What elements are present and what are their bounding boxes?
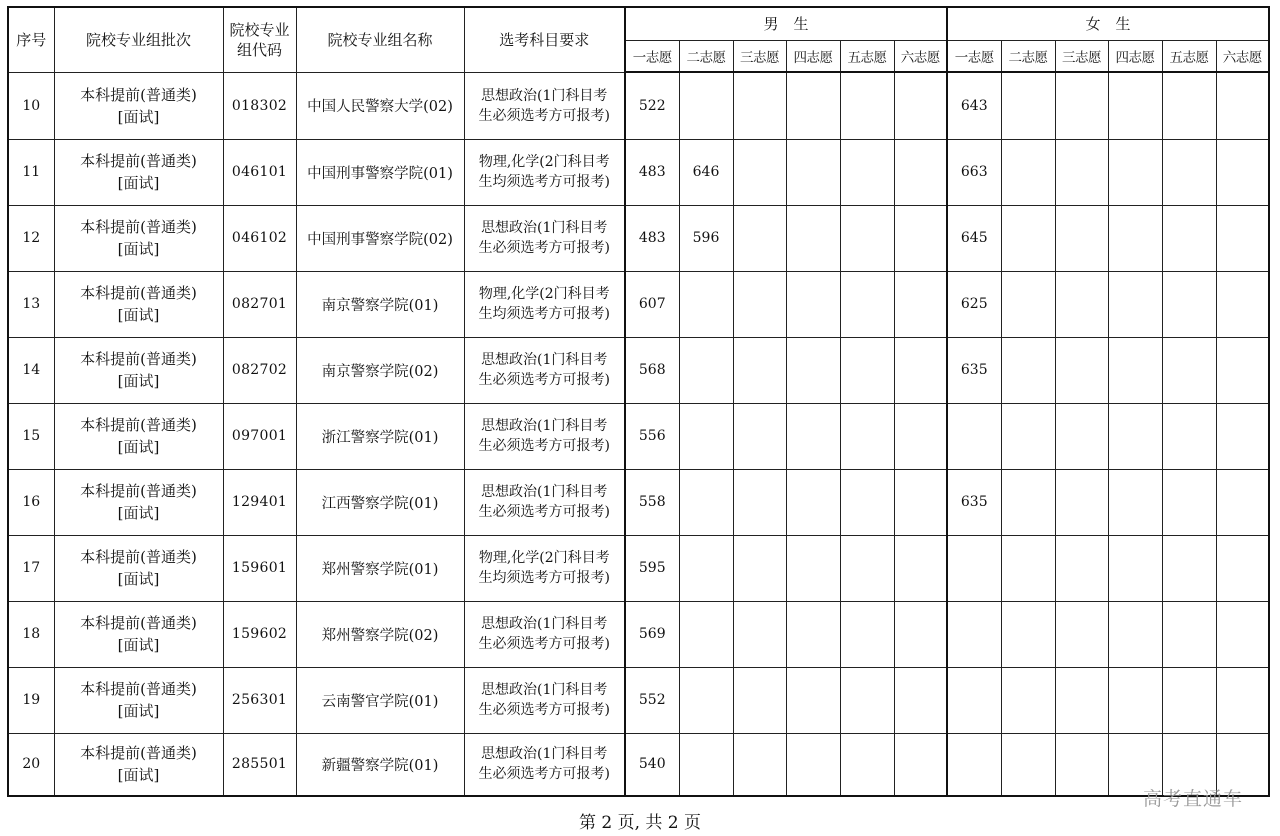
female-score-choice-6 [1216, 667, 1269, 733]
male-score-choice-5 [840, 205, 894, 271]
male-score-choice-5 [840, 72, 894, 139]
female-score-choice-4 [1108, 205, 1162, 271]
female-score-choice-2 [1001, 535, 1055, 601]
female-score-choice-4 [1108, 72, 1162, 139]
female-score-choice-5 [1162, 72, 1216, 139]
male-choice-header-3: 三志愿 [733, 40, 786, 72]
male-score-choice-5 [840, 337, 894, 403]
row-seq: 17 [8, 535, 54, 601]
female-score-choice-3 [1055, 205, 1108, 271]
female-score-choice-4 [1108, 139, 1162, 205]
female-score-choice-2 [1001, 139, 1055, 205]
male-score-choice-2 [679, 535, 733, 601]
female-score-choice-2 [1001, 337, 1055, 403]
male-score-choice-5 [840, 667, 894, 733]
male-score-choice-6 [894, 601, 947, 667]
header-req: 选考科目要求 [464, 7, 625, 72]
male-score-choice-4 [786, 139, 840, 205]
header-name: 院校专业组名称 [296, 7, 464, 72]
male-score-choice-1: 568 [625, 337, 679, 403]
table-row [8, 139, 1269, 205]
row-requirement-line2: 生必须选考方可报考) [478, 107, 610, 124]
female-score-choice-2 [1001, 733, 1055, 796]
row-seq: 16 [8, 469, 54, 535]
row-subject-requirement [464, 139, 625, 205]
row-requirement-line2: 生必须选考方可报考) [478, 504, 610, 520]
row-group-name: 中国人民警察大学(02) [296, 72, 464, 139]
female-score-choice-1: 645 [947, 205, 1001, 271]
female-score-choice-4 [1108, 271, 1162, 337]
row-group-code: 097001 [223, 403, 296, 469]
male-score-choice-4 [786, 667, 840, 733]
female-score-choice-2 [1001, 469, 1055, 535]
female-score-choice-2 [1001, 205, 1055, 271]
male-score-choice-4 [786, 403, 840, 469]
male-score-choice-1: 483 [625, 139, 679, 205]
female-score-choice-1: 643 [947, 72, 1001, 139]
female-score-choice-1: 625 [947, 271, 1001, 337]
male-score-choice-4 [786, 72, 840, 139]
row-batch [54, 271, 223, 337]
female-score-choice-5 [1162, 535, 1216, 601]
male-score-choice-1: 595 [625, 535, 679, 601]
female-score-choice-4 [1108, 337, 1162, 403]
row-batch-type: 本科提前(普通类) [80, 416, 197, 434]
male-score-choice-4 [786, 337, 840, 403]
row-batch-type: 本科提前(普通类) [80, 85, 197, 104]
row-seq: 14 [8, 337, 54, 403]
row-requirement-line1: 思想政治(1门科目考 [481, 484, 608, 500]
row-requirement-line1: 物理,化学(2门科目考 [478, 286, 610, 302]
male-score-choice-2 [679, 733, 733, 796]
row-subject-requirement [464, 205, 625, 271]
female-score-choice-1: 635 [947, 337, 1001, 403]
female-score-choice-5 [1162, 469, 1216, 535]
row-batch [54, 139, 223, 205]
table-row [8, 271, 1269, 337]
row-batch [54, 733, 223, 796]
female-score-choice-2 [1001, 667, 1055, 733]
admission-score-table [7, 6, 1270, 797]
male-score-choice-4 [786, 271, 840, 337]
row-seq: 20 [8, 733, 54, 796]
female-score-choice-5 [1162, 601, 1216, 667]
table-row [8, 72, 1269, 139]
row-group-name: 郑州警察学院(02) [296, 601, 464, 667]
row-group-name: 新疆警察学院(01) [296, 733, 464, 796]
row-batch-note: [面试] [117, 240, 160, 258]
male-score-choice-6 [894, 403, 947, 469]
row-group-code: 256301 [223, 667, 296, 733]
row-batch-note: [面试] [117, 636, 160, 654]
row-batch-note: [面试] [117, 504, 160, 522]
female-score-choice-3 [1055, 667, 1108, 733]
male-score-choice-3 [733, 271, 786, 337]
row-subject-requirement [464, 403, 625, 469]
male-score-choice-1: 556 [625, 403, 679, 469]
male-score-choice-6 [894, 667, 947, 733]
male-score-choice-5 [840, 535, 894, 601]
row-batch-type: 本科提前(普通类) [80, 744, 197, 763]
table-row [8, 667, 1269, 733]
row-seq: 15 [8, 403, 54, 469]
male-score-choice-1: 558 [625, 469, 679, 535]
female-score-choice-5 [1162, 139, 1216, 205]
row-requirement-line1: 思想政治(1门科目考 [481, 418, 608, 434]
header-code-line2: 组代码 [236, 40, 282, 59]
male-score-choice-3 [733, 337, 786, 403]
row-requirement-line2: 生必须选考方可报考) [478, 372, 610, 388]
male-score-choice-1: 522 [625, 72, 679, 139]
row-group-name: 南京警察学院(01) [296, 271, 464, 337]
header-male: 男 生 [625, 7, 947, 40]
female-score-choice-4 [1108, 403, 1162, 469]
female-score-choice-5 [1162, 205, 1216, 271]
table-row [8, 535, 1269, 601]
male-score-choice-3 [733, 72, 786, 139]
female-score-choice-3 [1055, 469, 1108, 535]
male-score-choice-5 [840, 733, 894, 796]
male-score-choice-3 [733, 667, 786, 733]
row-group-code: 046102 [223, 205, 296, 271]
row-group-name: 云南警官学院(01) [296, 667, 464, 733]
male-score-choice-1: 569 [625, 601, 679, 667]
row-subject-requirement [464, 535, 625, 601]
female-score-choice-6 [1216, 601, 1269, 667]
table-row [8, 733, 1269, 796]
male-score-choice-5 [840, 271, 894, 337]
row-batch-note: [面试] [117, 766, 160, 785]
row-requirement-line1: 物理,化学(2门科目考 [478, 154, 610, 170]
row-subject-requirement [464, 337, 625, 403]
female-score-choice-4 [1108, 535, 1162, 601]
row-requirement-line1: 思想政治(1门科目考 [481, 682, 608, 698]
female-score-choice-4 [1108, 601, 1162, 667]
table-row [8, 469, 1269, 535]
row-batch-note: [面试] [117, 306, 160, 324]
female-score-choice-6 [1216, 205, 1269, 271]
table-row [8, 337, 1269, 403]
row-batch-type: 本科提前(普通类) [80, 350, 197, 368]
row-batch-type: 本科提前(普通类) [80, 482, 197, 500]
header-code [223, 7, 296, 72]
row-requirement-line1: 思想政治(1门科目考 [481, 746, 608, 763]
row-batch-note: [面试] [117, 372, 160, 390]
row-group-name: 浙江警察学院(01) [296, 403, 464, 469]
row-subject-requirement [464, 601, 625, 667]
row-group-code: 159602 [223, 601, 296, 667]
header-code-line1: 院校专业 [229, 20, 290, 39]
row-batch-type: 本科提前(普通类) [80, 218, 197, 236]
female-score-choice-1 [947, 733, 1001, 796]
male-score-choice-2 [679, 271, 733, 337]
male-score-choice-6 [894, 139, 947, 205]
male-score-choice-2 [679, 72, 733, 139]
female-score-choice-6 [1216, 535, 1269, 601]
male-score-choice-4 [786, 205, 840, 271]
watermark: 高考直通车 [1143, 788, 1244, 810]
row-group-code: 159601 [223, 535, 296, 601]
male-score-choice-1: 552 [625, 667, 679, 733]
row-group-code: 082701 [223, 271, 296, 337]
male-score-choice-4 [786, 469, 840, 535]
male-choice-header-6: 六志愿 [894, 40, 947, 72]
row-batch [54, 72, 223, 139]
row-group-name: 郑州警察学院(01) [296, 535, 464, 601]
male-score-choice-3 [733, 403, 786, 469]
female-score-choice-1: 635 [947, 469, 1001, 535]
header-seq: 序号 [8, 7, 54, 72]
female-score-choice-6 [1216, 469, 1269, 535]
row-batch [54, 601, 223, 667]
row-requirement-line1: 思想政治(1门科目考 [481, 616, 608, 632]
female-score-choice-1: 663 [947, 139, 1001, 205]
row-group-name: 中国刑事警察学院(02) [296, 205, 464, 271]
male-score-choice-3 [733, 139, 786, 205]
row-batch-note: [面试] [117, 702, 160, 720]
row-subject-requirement [464, 469, 625, 535]
row-requirement-line2: 生必须选考方可报考) [478, 438, 610, 454]
row-seq: 19 [8, 667, 54, 733]
row-batch-type: 本科提前(普通类) [80, 614, 197, 632]
male-score-choice-3 [733, 205, 786, 271]
female-score-choice-2 [1001, 601, 1055, 667]
row-group-code: 046101 [223, 139, 296, 205]
row-subject-requirement [464, 271, 625, 337]
row-requirement-line1: 思想政治(1门科目考 [481, 352, 608, 368]
row-seq: 18 [8, 601, 54, 667]
row-group-code: 285501 [223, 733, 296, 796]
male-score-choice-1: 483 [625, 205, 679, 271]
male-score-choice-6 [894, 469, 947, 535]
row-batch-note: [面试] [117, 438, 160, 456]
female-score-choice-6 [1216, 271, 1269, 337]
male-score-choice-3 [733, 733, 786, 796]
female-score-choice-1 [947, 403, 1001, 469]
female-score-choice-2 [1001, 271, 1055, 337]
row-requirement-line1: 思想政治(1门科目考 [481, 87, 608, 104]
row-batch-type: 本科提前(普通类) [80, 284, 197, 302]
male-score-choice-4 [786, 535, 840, 601]
female-score-choice-5 [1162, 403, 1216, 469]
row-requirement-line2: 生必须选考方可报考) [478, 636, 610, 652]
male-score-choice-5 [840, 139, 894, 205]
row-batch-type: 本科提前(普通类) [80, 680, 197, 698]
male-score-choice-2 [679, 337, 733, 403]
row-subject-requirement [464, 667, 625, 733]
female-score-choice-6 [1216, 337, 1269, 403]
female-score-choice-3 [1055, 733, 1108, 796]
row-seq: 11 [8, 139, 54, 205]
row-group-code: 129401 [223, 469, 296, 535]
male-score-choice-2: 646 [679, 139, 733, 205]
male-score-choice-2: 596 [679, 205, 733, 271]
male-score-choice-2 [679, 667, 733, 733]
female-choice-header-5: 五志愿 [1162, 40, 1216, 72]
row-seq: 10 [8, 72, 54, 139]
male-choice-header-1: 一志愿 [625, 40, 679, 72]
row-batch-note: [面试] [117, 107, 160, 126]
row-requirement-line1: 物理,化学(2门科目考 [478, 550, 610, 566]
female-score-choice-4 [1108, 469, 1162, 535]
male-score-choice-6 [894, 205, 947, 271]
female-score-choice-3 [1055, 403, 1108, 469]
female-score-choice-5 [1162, 337, 1216, 403]
female-score-choice-1 [947, 667, 1001, 733]
female-score-choice-2 [1001, 72, 1055, 139]
male-score-choice-3 [733, 601, 786, 667]
female-score-choice-2 [1001, 403, 1055, 469]
male-score-choice-1: 540 [625, 733, 679, 796]
female-score-choice-3 [1055, 601, 1108, 667]
male-score-choice-5 [840, 469, 894, 535]
row-subject-requirement [464, 733, 625, 796]
female-score-choice-3 [1055, 535, 1108, 601]
row-batch [54, 469, 223, 535]
row-requirement-line2: 生均须选考方可报考) [478, 174, 610, 190]
female-score-choice-3 [1055, 337, 1108, 403]
male-score-choice-6 [894, 271, 947, 337]
female-score-choice-6 [1216, 403, 1269, 469]
row-batch-note: [面试] [117, 174, 160, 192]
page-footer: 第 2 页, 共 2 页 [578, 813, 702, 833]
female-score-choice-6 [1216, 72, 1269, 139]
male-choice-header-4: 四志愿 [786, 40, 840, 72]
male-score-choice-2 [679, 469, 733, 535]
male-score-choice-6 [894, 337, 947, 403]
header-female: 女 生 [947, 7, 1269, 40]
female-score-choice-1 [947, 601, 1001, 667]
row-group-code: 082702 [223, 337, 296, 403]
row-group-name: 中国刑事警察学院(01) [296, 139, 464, 205]
male-score-choice-3 [733, 469, 786, 535]
male-score-choice-2 [679, 601, 733, 667]
row-batch-type: 本科提前(普通类) [80, 152, 197, 170]
header-batch: 院校专业组批次 [54, 7, 223, 72]
male-score-choice-6 [894, 72, 947, 139]
female-score-choice-3 [1055, 139, 1108, 205]
table-row [8, 205, 1269, 271]
row-seq: 13 [8, 271, 54, 337]
male-score-choice-4 [786, 733, 840, 796]
female-choice-header-6: 六志愿 [1216, 40, 1269, 72]
male-choice-header-2: 二志愿 [679, 40, 733, 72]
female-choice-header-2: 二志愿 [1001, 40, 1055, 72]
male-choice-header-5: 五志愿 [840, 40, 894, 72]
male-score-choice-5 [840, 601, 894, 667]
female-choice-header-4: 四志愿 [1108, 40, 1162, 72]
male-score-choice-6 [894, 535, 947, 601]
female-score-choice-3 [1055, 72, 1108, 139]
table-row [8, 601, 1269, 667]
row-requirement-line2: 生必须选考方可报考) [478, 702, 610, 718]
row-batch [54, 667, 223, 733]
male-score-choice-6 [894, 733, 947, 796]
row-requirement-line2: 生均须选考方可报考) [478, 570, 610, 586]
row-seq: 12 [8, 205, 54, 271]
row-requirement-line2: 生必须选考方可报考) [478, 240, 610, 256]
row-requirement-line2: 生必须选考方可报考) [478, 766, 610, 783]
male-score-choice-5 [840, 403, 894, 469]
row-batch-type: 本科提前(普通类) [80, 548, 197, 566]
row-requirement-line2: 生均须选考方可报考) [478, 306, 610, 322]
row-group-name: 南京警察学院(02) [296, 337, 464, 403]
male-score-choice-4 [786, 601, 840, 667]
female-score-choice-3 [1055, 271, 1108, 337]
female-choice-header-1: 一志愿 [947, 40, 1001, 72]
row-requirement-line1: 思想政治(1门科目考 [481, 220, 608, 236]
row-batch [54, 205, 223, 271]
row-batch [54, 403, 223, 469]
female-score-choice-6 [1216, 139, 1269, 205]
female-score-choice-5 [1162, 667, 1216, 733]
female-score-choice-5 [1162, 271, 1216, 337]
row-group-code: 018302 [223, 72, 296, 139]
row-subject-requirement [464, 72, 625, 139]
row-group-name: 江西警察学院(01) [296, 469, 464, 535]
table-row [8, 403, 1269, 469]
female-score-choice-4 [1108, 667, 1162, 733]
female-choice-header-3: 三志愿 [1055, 40, 1108, 72]
row-batch [54, 337, 223, 403]
male-score-choice-3 [733, 535, 786, 601]
male-score-choice-2 [679, 403, 733, 469]
male-score-choice-1: 607 [625, 271, 679, 337]
row-batch [54, 535, 223, 601]
female-score-choice-1 [947, 535, 1001, 601]
row-batch-note: [面试] [117, 570, 160, 588]
